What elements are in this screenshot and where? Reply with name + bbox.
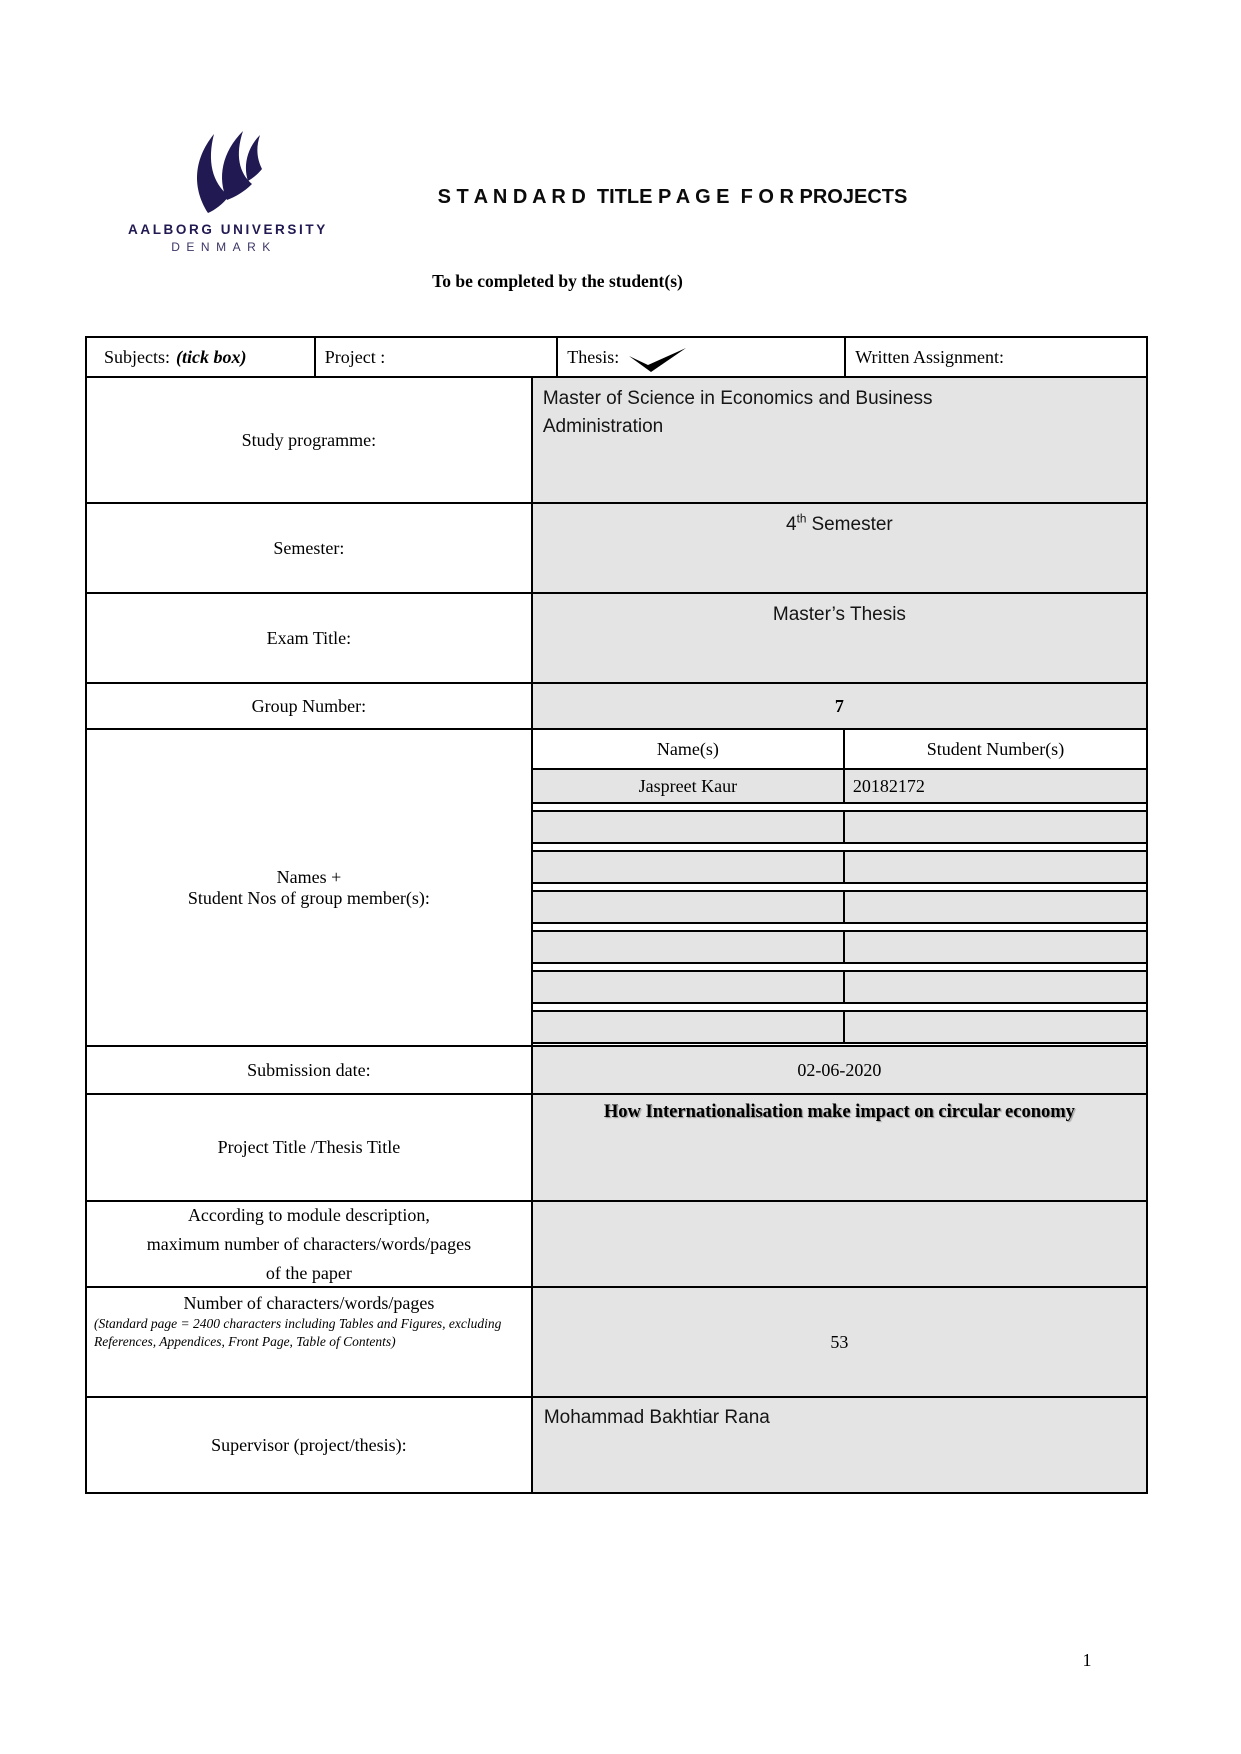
university-logo bbox=[128, 128, 328, 254]
semester-value: 4th Semester bbox=[786, 513, 893, 536]
study-programme-label: Study programme: bbox=[87, 378, 533, 502]
subjects-row bbox=[87, 338, 1146, 378]
written-assignment-label: Written Assignment: bbox=[855, 346, 1005, 367]
semester-label: Semester: bbox=[87, 504, 533, 592]
submission-date-value: 02-06-2020 bbox=[797, 1059, 882, 1080]
length-row bbox=[87, 1288, 1146, 1398]
thesis-checkmark-icon bbox=[627, 346, 689, 372]
subjects-cell bbox=[87, 338, 316, 376]
length-label-note: (Standard page = 2400 characters including Tables and Figures, excluding References, Appendices, Front Page, Table of Contents) bbox=[94, 1316, 502, 1350]
max-length-row bbox=[87, 1202, 1146, 1288]
logo-university-name: AALBORG UNIVERSITY bbox=[128, 222, 328, 237]
subjects-label: Subjects: bbox=[104, 346, 170, 367]
semester-row bbox=[87, 504, 1146, 594]
exam-title-label: Exam Title: bbox=[87, 594, 533, 682]
member-row bbox=[533, 770, 1146, 804]
group-number-value: 7 bbox=[834, 695, 844, 716]
thesis-option-label: Thesis: bbox=[567, 346, 620, 367]
members-name-header: Name(s) bbox=[533, 730, 845, 768]
title-page-form bbox=[85, 336, 1148, 1494]
tickbox-hint: (tick box) bbox=[176, 346, 247, 367]
group-number-label: Group Number: bbox=[87, 684, 533, 728]
document-subtitle: To be completed by the student(s) bbox=[432, 271, 683, 291]
length-value-cell bbox=[533, 1288, 1146, 1396]
project-title-label: Project Title /Thesis Title bbox=[87, 1095, 533, 1200]
supervisor-value-cell bbox=[533, 1398, 1146, 1492]
member-row-empty bbox=[533, 810, 1146, 844]
study-programme-value: Master of Science in Economics and Business Administration bbox=[542, 388, 933, 437]
max-length-value-cell bbox=[533, 1202, 1146, 1286]
members-label-line1: Names + bbox=[276, 866, 342, 887]
member-row-empty bbox=[533, 930, 1146, 964]
project-title-value: How Internationalisation make impact on circular economy bbox=[603, 1102, 1075, 1122]
thesis-option-cell bbox=[558, 338, 846, 376]
members-subtable bbox=[533, 730, 1146, 1045]
exam-title-value-cell bbox=[533, 594, 1146, 682]
length-label bbox=[87, 1288, 533, 1396]
supervisor-label: Supervisor (project/thesis): bbox=[87, 1398, 533, 1492]
submission-date-label: Submission date: bbox=[87, 1047, 533, 1093]
group-number-row bbox=[87, 684, 1146, 730]
members-header-row bbox=[533, 730, 1146, 770]
member-row-empty bbox=[533, 1010, 1146, 1044]
study-programme-value-cell bbox=[533, 378, 1146, 502]
supervisor-row bbox=[87, 1398, 1146, 1492]
project-option-cell bbox=[316, 338, 559, 376]
member-row-empty bbox=[533, 970, 1146, 1004]
member-name: Jaspreet Kaur bbox=[533, 770, 845, 802]
member-row-empty bbox=[533, 850, 1146, 884]
length-label-main: Number of characters/words/pages bbox=[183, 1293, 435, 1313]
page-number: 1 bbox=[1082, 1650, 1092, 1670]
members-number-header: Student Number(s) bbox=[926, 738, 1065, 759]
members-label bbox=[87, 730, 533, 1045]
group-number-value-cell bbox=[533, 684, 1146, 728]
members-row bbox=[87, 730, 1146, 1047]
members-label-line2: Student Nos of group member(s): bbox=[187, 887, 430, 908]
project-option-label: Project : bbox=[324, 346, 386, 367]
max-length-label: According to module description, maximum number of characters/words/pages of the paper bbox=[87, 1202, 533, 1286]
semester-value-cell bbox=[533, 504, 1146, 592]
document-title: S T A N D A R D TITLE P A G E F O R PROJECTS bbox=[437, 186, 908, 208]
logo-country-name: DENMARK bbox=[171, 240, 277, 254]
aau-swirl-icon bbox=[186, 128, 262, 214]
exam-title-row bbox=[87, 594, 1146, 684]
submission-date-value-cell bbox=[533, 1047, 1146, 1093]
member-row-empty bbox=[533, 890, 1146, 924]
length-value: 53 bbox=[830, 1331, 849, 1352]
written-assignment-cell bbox=[846, 338, 1146, 376]
project-title-value-cell bbox=[533, 1095, 1146, 1200]
study-programme-row bbox=[87, 378, 1146, 504]
supervisor-value: Mohammad Bakhtiar Rana bbox=[543, 1407, 770, 1428]
exam-title-value: Master’s Thesis bbox=[772, 604, 906, 625]
member-number: 20182172 bbox=[852, 775, 925, 796]
submission-date-row bbox=[87, 1047, 1146, 1095]
project-title-row bbox=[87, 1095, 1146, 1202]
